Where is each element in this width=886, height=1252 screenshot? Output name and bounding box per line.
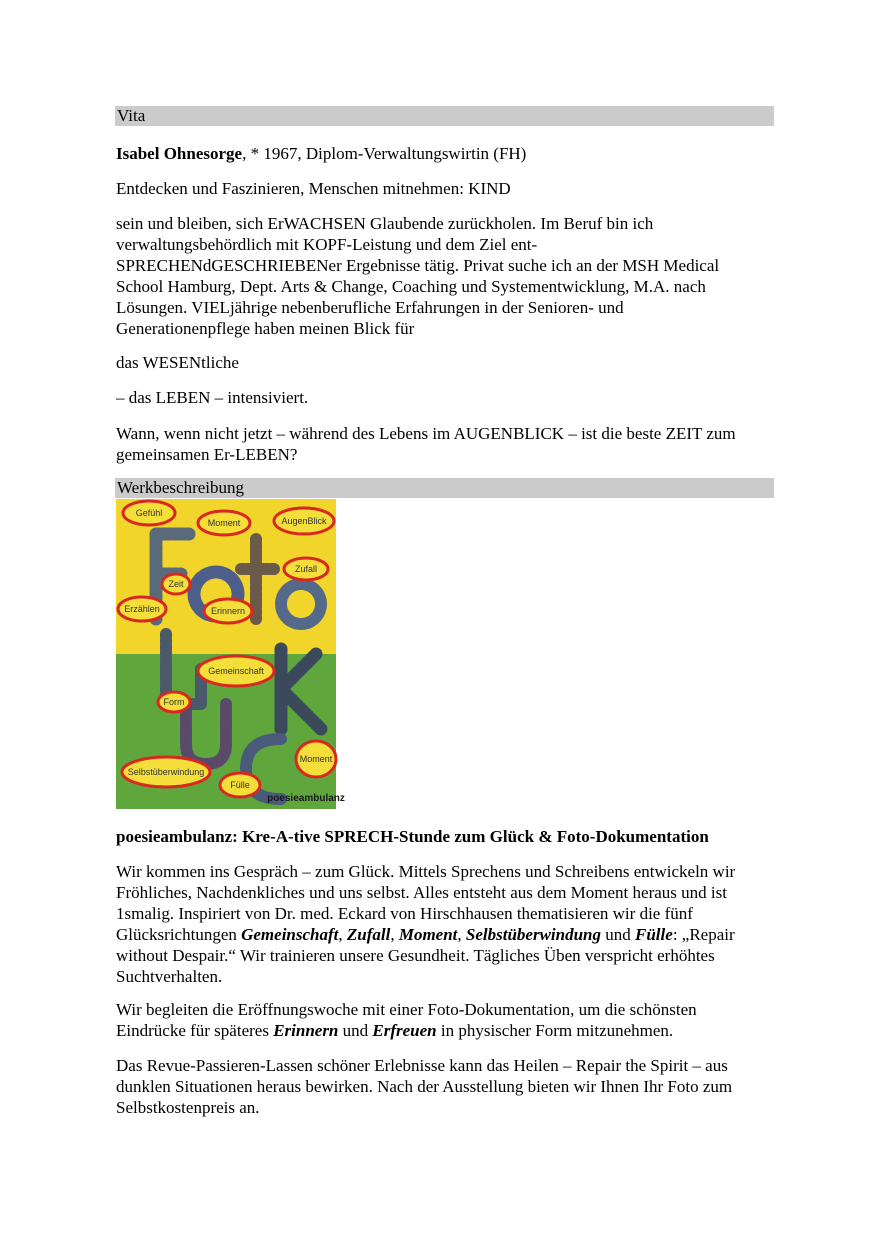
text-fragment: Glücksrichtungen — [116, 925, 242, 944]
text-fragment: und — [605, 925, 631, 944]
bubble-label-erzaehlen: Erzählen — [124, 604, 160, 614]
vita-paragraph-3: das WESENtliche — [116, 353, 239, 372]
text-line: dunklen Situationen heraus bewirken. Nach der Ausstellung bieten wir Ihnen Ihr Foto zum — [116, 1077, 733, 1096]
text-line: Glücksrichtungen Gemeinschaft, Zufall, Moment, Selbstüberwindung und Fülle: „Repair — [116, 925, 735, 944]
text-fragment: : „Repair — [672, 925, 735, 944]
text-line: SPRECHENdGESCHRIEBENer Ergebnisse tätig. Privat suche ich an der MSH Medical — [116, 256, 720, 275]
text-line: Suchtverhalten. — [116, 967, 223, 986]
text-fragment: Eindrücke für späteres — [116, 1021, 274, 1040]
text-line: verwaltungsbehördlich mit KOPF-Leistung und dem Ziel ent- — [116, 235, 538, 254]
bubble-label-erinnern: Erinnern — [210, 606, 246, 616]
text-fragment: in physischer Form mitzunehmen. — [436, 1021, 674, 1040]
werk-paragraph-2 — [116, 999, 776, 1041]
section-heading-vita: Vita — [115, 106, 774, 126]
text-line: Selbstkostenpreis an. — [116, 1098, 260, 1117]
bubble-label-selbstueberwindung: Selbstüberwindung — [127, 767, 205, 777]
text-line: Lösungen. VIELjährige nebenberufliche Erfahrungen in der Senioren- und — [116, 298, 624, 317]
term-zufall: Zufall — [346, 925, 391, 944]
bubble-label-form: Form — [163, 697, 185, 707]
text-line: 1smalig. Inspiriert von Dr. med. Eckard von Hirschhausen thematisieren wir die fünf — [116, 904, 693, 923]
term-erfreuen: Erfreuen — [372, 1021, 437, 1040]
text-line: Das Revue-Passieren-Lassen schöner Erlebnisse kann das Heilen – Repair the Spirit – aus — [116, 1056, 728, 1075]
text-line: School Hamburg, Dept. Arts & Change, Coaching und Systementwicklung, M.A. nach — [116, 277, 706, 296]
text-line: Eindrücke für späteres Erinnern und Erfreuen in physischer Form mitzunehmen. — [116, 1021, 674, 1040]
bubble-label-fuelle: Fülle — [230, 780, 250, 790]
text-line: gemeinsamen Er-LEBEN? — [116, 445, 298, 464]
werk-paragraph-3 — [116, 1055, 776, 1118]
person-name: Isabel Ohnesorge — [116, 144, 243, 163]
vita-paragraph-2 — [116, 213, 776, 339]
werk-paragraph-1 — [116, 861, 776, 987]
bubble-label-gefuehl: Gefühl — [135, 508, 163, 518]
text-line: Wir kommen ins Gespräch – zum Glück. Mittels Sprechens und Schreibens entwickeln wir — [116, 862, 736, 881]
bubble-label-augenblick: AugenBlick — [281, 516, 327, 526]
person-details: , * 1967, Diplom-Verwaltungswirtin (FH) — [242, 144, 527, 163]
poster-brand-label: poesieambulanz — [267, 793, 345, 804]
bubble-label-zufall: Zufall — [294, 564, 318, 574]
section-heading-werkbeschreibung: Werkbeschreibung — [115, 478, 774, 498]
werk-title: poesieambulanz: Kre-A-tive SPRECH-Stunde zum Glück & Foto-Dokumentation — [116, 827, 709, 846]
bubble-label-zeit: Zeit — [168, 579, 184, 589]
vita-paragraph-1: Entdecken und Faszinieren, Menschen mitnehmen: KIND — [116, 179, 511, 198]
term-fuelle: Fülle — [635, 925, 673, 944]
term-moment: Moment — [398, 925, 458, 944]
vita-name-line — [116, 143, 776, 164]
text-line: Generationenpflege haben meinen Blick für — [116, 319, 415, 338]
bubble-label-gemeinschaft: Gemeinschaft — [208, 666, 264, 676]
bubble-label-moment-bottom: Moment — [299, 754, 333, 764]
text-line: without Despair.“ Wir trainieren unsere Gesundheit. Tägliches Üben verspricht erhöhtes — [116, 946, 715, 965]
term-erinnern: Erinnern — [273, 1021, 339, 1040]
term-selbstueberwindung: Selbstüberwindung — [465, 925, 602, 944]
bubble-label-moment-top: Moment — [207, 518, 241, 528]
vita-paragraph-5 — [116, 423, 776, 465]
term-gemeinschaft: Gemeinschaft — [241, 925, 339, 944]
text-line: sein und bleiben, sich ErWACHSEN Glaubende zurückholen. Im Beruf bin ich — [116, 214, 654, 233]
text-line: Fröhliches, Nachdenkliches und uns selbst. Alles entsteht aus dem Moment heraus und ist — [116, 883, 727, 902]
vita-paragraph-4: – das LEBEN – intensiviert. — [116, 388, 309, 407]
poster-photo — [116, 499, 345, 809]
text-line: Wir begleiten die Eröffnungswoche mit einer Foto-Dokumentation, um die schönsten — [116, 1000, 697, 1019]
text-line: Wann, wenn nicht jetzt – während des Lebens im AUGENBLICK – ist die beste ZEIT zum — [116, 424, 736, 443]
